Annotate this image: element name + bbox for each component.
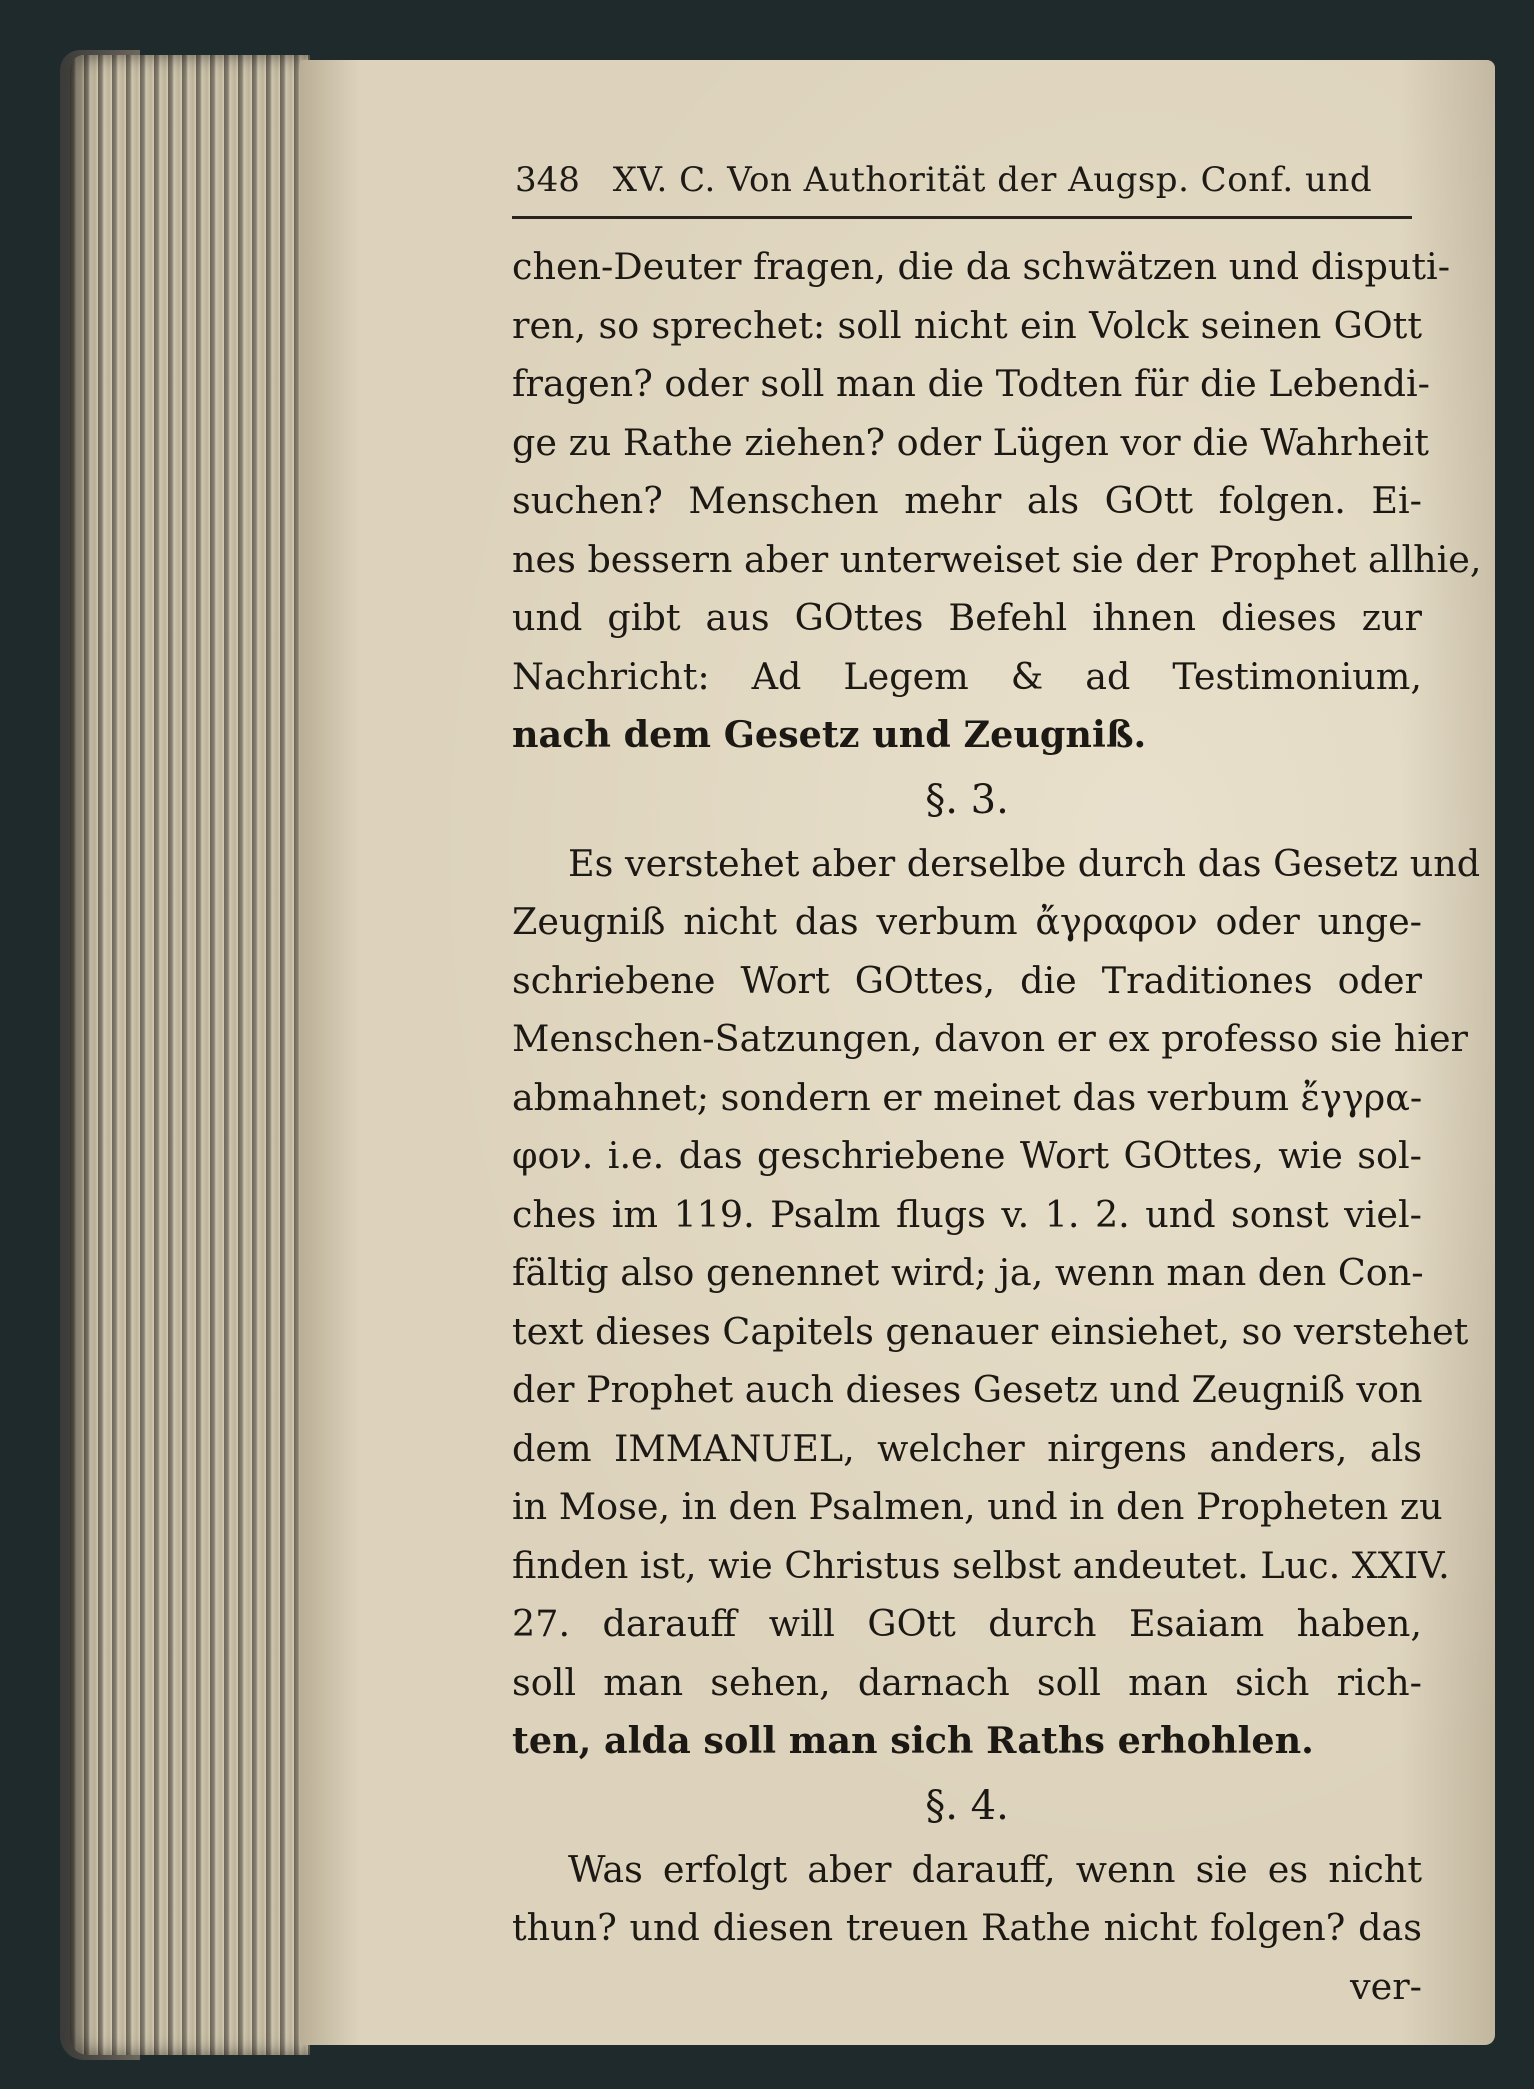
text-line: ches im 119. Psalm flugs v. 1. 2. und sonst viel- bbox=[512, 1192, 1422, 1236]
text-line: ren, so sprechet: soll nicht ein Volck seinen GOtt bbox=[512, 303, 1422, 347]
text-line: Zeugniß nicht das verbum ἄγραφον oder unge- bbox=[512, 900, 1422, 943]
text-line: dem IMMANUEL, welcher nirgens anders, als bbox=[512, 1426, 1422, 1470]
text-line: nach dem Gesetz und Zeugniß. bbox=[512, 713, 1147, 756]
text-line: schriebene Wort GOttes, die Traditiones oder bbox=[512, 958, 1422, 1002]
text-line: nes bessern aber unterweiset sie der Prophet allhie, bbox=[512, 537, 1482, 581]
text-line: 27. darauff will GOtt durch Esaiam haben, bbox=[512, 1602, 1422, 1645]
section-heading-4: §. 4. bbox=[925, 1782, 1009, 1829]
page-number: 348 bbox=[515, 160, 580, 200]
text-line: suchen? Menschen mehr als GOtt folgen. Ei- bbox=[512, 479, 1422, 522]
text-line: Menschen-Satzungen, davon er ex professo sie hier bbox=[512, 1017, 1469, 1060]
running-header bbox=[515, 160, 1415, 210]
body-text bbox=[512, 238, 1482, 2016]
text-line: in Mose, in den Psalmen, und in den Propheten zu bbox=[512, 1485, 1443, 1528]
text-line: Nachricht: Ad Legem & ad Testimonium, bbox=[512, 654, 1422, 698]
section-heading-3: §. 3. bbox=[925, 776, 1009, 823]
text-line: soll man sehen, darnach soll man sich rich- bbox=[512, 1660, 1422, 1704]
text-line: ten, alda soll man sich Raths erhohlen. bbox=[512, 1719, 1314, 1762]
text-line: fragen? oder soll man die Todten für die Lebendi- bbox=[512, 362, 1430, 405]
text-line: ge zu Rathe ziehen? oder Lügen vor die Wahrheit bbox=[512, 420, 1429, 464]
text-line: und gibt aus GOttes Befehl ihnen dieses zur bbox=[512, 596, 1422, 639]
text-line: fältig also genennet wird; ja, wenn man den Con- bbox=[512, 1251, 1424, 1294]
running-title: XV. C. Von Authorität der Augsp. Conf. und bbox=[612, 160, 1373, 200]
text-line: finden ist, wie Christus selbst andeutet. Luc. XXIV. bbox=[512, 1543, 1450, 1587]
text-line: φον. i.e. das geschriebene Wort GOttes, wie sol- bbox=[512, 1134, 1422, 1177]
text-line: der Prophet auch dieses Gesetz und Zeugniß von bbox=[512, 1368, 1423, 1411]
text-line: text dieses Capitels genauer einsiehet, so verstehet bbox=[512, 1309, 1469, 1353]
text-line: thun? und diesen treuen Rathe nicht folgen? das bbox=[512, 1906, 1422, 1949]
text-line: abmahnet; sondern er meinet das verbum ἔγγρα- bbox=[512, 1075, 1423, 1119]
header-rule bbox=[512, 216, 1412, 219]
text-line: Es verstehet aber derselbe durch das Gesetz und bbox=[568, 841, 1481, 885]
catchword: ver- bbox=[1349, 1964, 1422, 2008]
page-edges bbox=[70, 55, 310, 2055]
text-line: Was erfolgt aber darauff, wenn sie es nicht bbox=[568, 1847, 1422, 1891]
text-line: chen-Deuter fragen, die da schwätzen und disputi- bbox=[512, 245, 1451, 288]
